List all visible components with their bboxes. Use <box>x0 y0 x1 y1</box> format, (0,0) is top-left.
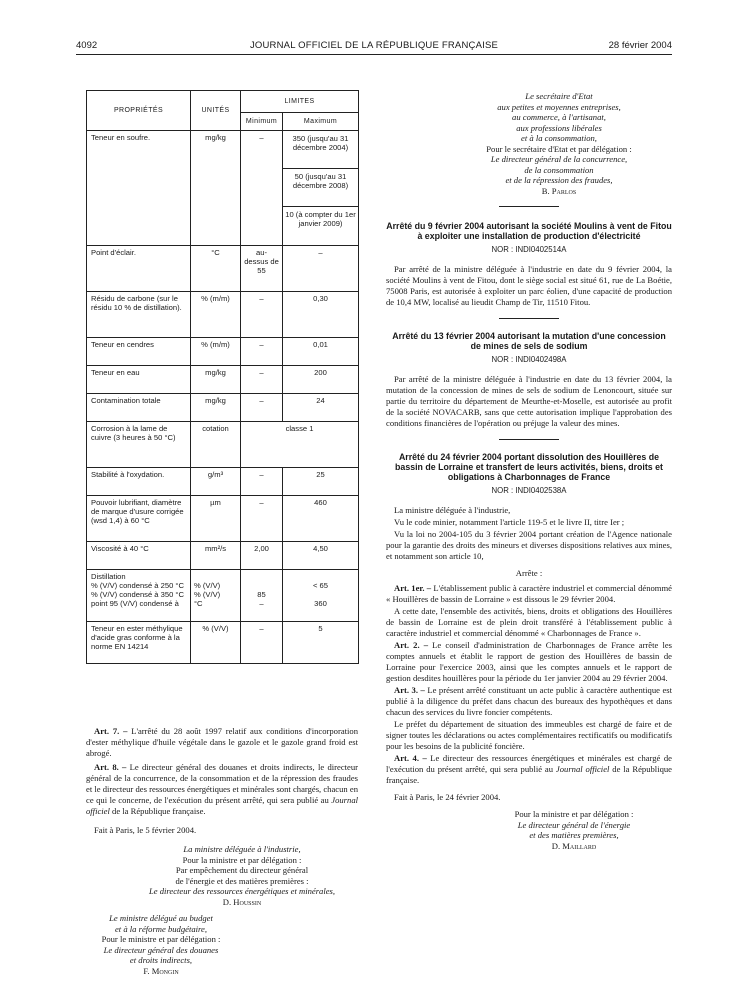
article-text: Le directeur général des douanes et droits indirects, le directeur général de la concurrence, de la consommation et de la répression des fraudes et le directeur des ressources énergétiques et minérales sont chargés, chacun en ce qui le concerne, de l'exécution du présent arrêté, qui sera publié au <box>86 762 358 805</box>
cell-unit: % (V/V) % (V/V) °C <box>191 570 241 622</box>
cell-max-group <box>283 131 359 246</box>
signature-line: aux petites et moyennes entreprises, <box>497 101 621 112</box>
cell-unit: µm <box>191 496 241 542</box>
signature-line: Pour la ministre et par délégation : <box>514 809 634 819</box>
signature-line: Le ministre délégué au budget <box>109 913 213 923</box>
cell-prop: Teneur en ester méthylique d'acide gras conforme à la norme EN 14214 <box>87 622 191 664</box>
cell-max: 0,01 <box>283 338 359 366</box>
article-label: Art. 4. – <box>394 753 427 763</box>
page-number: 4092 <box>76 40 98 51</box>
article-2 <box>386 640 672 684</box>
article-text: Le directeur des ressources énergétiques et minérales est chargé de l'exécution du présent arrêté, qui sera publié au <box>386 753 672 774</box>
signature-line: Pour le secrétaire d'Etat et par délégation : <box>486 143 632 154</box>
article-label: Art. 1er. – <box>394 583 432 593</box>
journal-ref: Journal officiel <box>555 764 610 774</box>
signature-date: Fait à Paris, le 5 février 2004. <box>94 825 197 835</box>
table-row <box>87 496 359 542</box>
col-header-maximum: Maximum <box>283 113 359 131</box>
cell-min: – <box>241 131 283 246</box>
cell-max: 24 <box>283 394 359 422</box>
table-row <box>87 292 359 338</box>
cell-unit: mg/kg <box>191 131 241 246</box>
signature-line: Le directeur général de l'énergie <box>517 819 631 830</box>
cell-min: – <box>241 292 283 338</box>
table-row <box>87 394 359 422</box>
arrete-title: Arrêté du 9 février 2004 autorisant la société Moulins à vent de Fitou à exploiter une installation de production d'électricité <box>386 221 672 241</box>
separator <box>499 206 559 207</box>
cell-prop: Teneur en eau <box>87 366 191 394</box>
cell-min: – <box>241 366 283 394</box>
signature-line: de la consommation <box>524 164 594 175</box>
table-row <box>87 542 359 570</box>
article-8 <box>86 762 358 817</box>
article-label: Art. 8. – <box>94 762 127 772</box>
article-text: L'établissement public à caractère industriel et commercial dénommé « Houillères de bassin de Lorraine » est dissous le 29 février 2004. <box>386 583 672 604</box>
arrete-title: Arrêté du 13 février 2004 autorisant la mutation d'une concession de mines de sels de sodium <box>392 331 666 351</box>
journal-title: JOURNAL OFFICIEL DE LA RÉPUBLIQUE FRANÇAISE <box>249 40 499 51</box>
article-text-end: de la République française. <box>109 806 206 816</box>
col-header-minimum: Minimum <box>241 113 283 131</box>
signatory-name: D. Maillard <box>551 840 597 851</box>
cell-prop: Viscosité à 40 °C <box>87 542 191 570</box>
col-header-proprietes: PROPRIÉTÉS <box>87 91 191 131</box>
issue-date: 28 février 2004 <box>608 40 672 51</box>
article-3 <box>386 685 672 718</box>
cell-unit: mm²/s <box>191 542 241 570</box>
table-row <box>87 422 359 468</box>
arrete-title: Arrêté du 24 février 2004 portant dissolution des Houillères de bassin de Lorraine et transfert de leurs activités, biens, droits et obligations à Charbonnages de France <box>395 452 663 482</box>
separator <box>499 439 559 440</box>
article-label: Art. 7. – <box>94 726 128 736</box>
cell-prop: Distillation % (V/V) condensé à 250 °C % (V/V) condensé à 350 °C point 95 (V/V) condensé à <box>87 570 191 622</box>
cell-unit: cotation <box>191 422 241 468</box>
signature-line: Le directeur général de la concurrence, <box>490 154 628 164</box>
cell-max: 200 <box>283 366 359 394</box>
table-row <box>87 366 359 394</box>
cell-max: – <box>283 246 359 292</box>
signature-line: et droits indirects, <box>129 955 193 965</box>
signature-line: et à la consommation, <box>521 133 597 143</box>
journal-ref: Journal officiel <box>86 795 358 816</box>
cell-min: – <box>241 496 283 542</box>
cell-max: 350 (jusqu'au 31 décembre 2004) <box>283 131 358 169</box>
cell-prop: Point d'éclair. <box>87 246 191 292</box>
cell-unit: g/m³ <box>191 468 241 496</box>
header-rule <box>76 54 672 55</box>
cell-min: – <box>241 622 283 664</box>
article-label: Art. 2. – <box>394 640 429 650</box>
cell-prop: Résidu de carbone (sur le résidu 10 % de distillation). <box>87 292 191 338</box>
signature-line: et des matières premières, <box>529 830 619 840</box>
signature-block-0 <box>386 91 672 196</box>
cell-max: 25 <box>283 468 359 496</box>
signature-line: et à la réforme budgétaire, <box>114 923 208 934</box>
signature-line: Le directeur général des douanes <box>103 944 219 955</box>
signature-line: et de la répression des fraudes, <box>505 175 613 185</box>
signatory-name: F. Mongin <box>143 965 179 976</box>
cell-prop: Contamination totale <box>87 394 191 422</box>
article-7 <box>86 726 358 759</box>
paragraph: Vu le code minier, notamment l'article 119-5 et le livre II, titre Ier ; <box>394 517 625 527</box>
cell-prop: Corrosion à la lame de cuivre (3 heures à 50 °C) <box>87 422 191 468</box>
col-header-unites: UNITÉS <box>191 91 241 131</box>
article-text: L'arrêté du 28 août 1997 relatif aux conditions d'incorporation d'ester méthylique d'huile végétale dans le gazole et le gazole grand froid est abrogé. <box>86 726 359 758</box>
cell-max: 10 (à compter du 1er janvier 2009) <box>285 210 356 228</box>
right-column-text <box>386 91 672 851</box>
table-row <box>87 468 359 496</box>
signature-block-2 <box>86 913 236 976</box>
page-header <box>0 40 748 54</box>
nor-reference: NOR : INDI0402538A <box>491 486 567 495</box>
signature-line: Pour la ministre et par délégation : <box>182 854 302 865</box>
cell-unit: mg/kg <box>191 394 241 422</box>
cell-max: 5 <box>283 622 359 664</box>
cell-min: 85 – <box>241 570 283 622</box>
signature-line: de l'énergie et des matières premières : <box>175 875 309 886</box>
signature-date: Fait à Paris, le 24 février 2004. <box>394 792 501 802</box>
cell-max: 460 <box>283 496 359 542</box>
cell-unit: % (m/m) <box>191 338 241 366</box>
arrete-body: Par arrêté de la ministre déléguée à l'industrie en date du 13 février 2004, la mutation de la concession de mines de sels de sodium de Lenoncourt, située sur partie du territoire du département de Meurthe-et-Moselle, est autorisée au profit de la société NOVACARB, sans que cette autorisation implique l'approbation des conditions financières de l'opération ou préjuge la valeur des mines. <box>386 374 672 428</box>
nor-reference: NOR : INDI0402514A <box>491 245 567 254</box>
signature-block-1 <box>86 844 358 907</box>
article-text: Le conseil d'administration de Charbonnages de France arrête les comptes annuels et établit le rapport de gestion des Houillères de bassin de Lorraine pour l'exercice 2003, ainsi que les comptes annuels et le rapport de gestion desdites houillères pour la période du 1er janvier 2004 au 29 février 2004. <box>386 640 672 683</box>
cell-prop: Pouvoir lubrifiant, diamètre de marque d'usure corrigée (wsd 1,4) à 60 °C <box>87 496 191 542</box>
table-row <box>87 338 359 366</box>
article-label: Art. 3. – <box>394 685 425 695</box>
cell-prop: Teneur en soufre. <box>87 131 191 246</box>
paragraph: A cette date, l'ensemble des activités, biens, droits et obligations des Houillères de bassin de Lorraine est de plein droit transféré à l'établissement public à caractère industriel et commercial dénommé « Charbonnages de France ». <box>386 606 672 638</box>
article-1 <box>386 583 672 605</box>
cell-min: au-dessus de 55 <box>241 246 283 292</box>
cell-unit: % (m/m) <box>191 292 241 338</box>
cell-unit: mg/kg <box>191 366 241 394</box>
cell-unit: % (V/V) <box>191 622 241 664</box>
cell-min: 2,00 <box>241 542 283 570</box>
cell-max: < 65 360 <box>283 570 359 622</box>
article-text: Le présent arrêté constituant un acte public à caractère authentique est publié à la diligence du préfet dans chacun des bureaux des hypothèques et dans chacun des services du livre foncier compétents. <box>386 685 672 717</box>
signatory-name: D. Houssin <box>222 896 262 907</box>
table-row <box>87 622 359 664</box>
cell-min: – <box>241 338 283 366</box>
cell-min: – <box>241 468 283 496</box>
paragraph: Le préfet du département de situation des immeubles est chargé de faire et de signer toutes les déclarations ou actes complémentaires rectificatifs ou modificatifs pour les besoins de la publicité foncière. <box>386 719 672 751</box>
table-row <box>87 246 359 292</box>
article-text-end: de la République française. <box>386 764 672 785</box>
arrete-body: Par arrêté de la ministre déléguée à l'industrie en date du 9 février 2004, la société Moulins à vent de Fitou, dont le siège social est situé 61, rue de La Boétie, 75008 Paris, est autorisée à exploiter un parc éolien, d'une capacité de production de 10,4 MW, localisé au lieudit Champ de Tir, 11510 Fitou. <box>386 264 672 307</box>
signature-line: La ministre déléguée à l'industrie, <box>183 844 301 854</box>
col-header-limites: LIMITES <box>241 91 359 113</box>
signatory-name: B. Parlos <box>541 185 577 196</box>
signature-line: aux professions libérales <box>516 122 602 133</box>
cell-max: 0,30 <box>283 292 359 338</box>
left-column-text <box>86 726 358 976</box>
signature-block-3 <box>386 809 672 851</box>
cell-unit: °C <box>191 246 241 292</box>
paragraph: La ministre déléguée à l'industrie, <box>394 505 511 515</box>
separator <box>499 318 559 319</box>
cell-prop: Teneur en cendres <box>87 338 191 366</box>
signature-line: Le secrétaire d'Etat <box>525 91 593 101</box>
cell-prop: Stabilité à l'oxydation. <box>87 468 191 496</box>
table-row <box>87 131 359 246</box>
arrete-word: Arrête : <box>515 568 543 578</box>
article-4 <box>386 753 672 786</box>
signature-line: au commerce, à l'artisanat, <box>512 112 606 122</box>
cell-min: – <box>241 394 283 422</box>
nor-reference: NOR : INDI0402498A <box>491 355 567 364</box>
paragraph: Vu la loi no 2004-105 du 3 février 2004 portant création de l'Agence nationale pour la garantie des droits des mineurs et diverses dispositions relatives aux mines, et notamment son article 10, <box>386 529 672 561</box>
signature-line: Par empêchement du directeur général <box>175 865 309 875</box>
signature-line: Pour le ministre et par délégation : <box>101 934 221 944</box>
signature-line: Le directeur des ressources énergétiques et minérales, <box>148 886 336 896</box>
table-row <box>87 570 359 622</box>
cell-max: 50 (jusqu'au 31 décembre 2008) <box>283 169 358 207</box>
cell-min-max: classe 1 <box>241 422 359 468</box>
cell-max: 4,50 <box>283 542 359 570</box>
specifications-table <box>86 90 359 664</box>
